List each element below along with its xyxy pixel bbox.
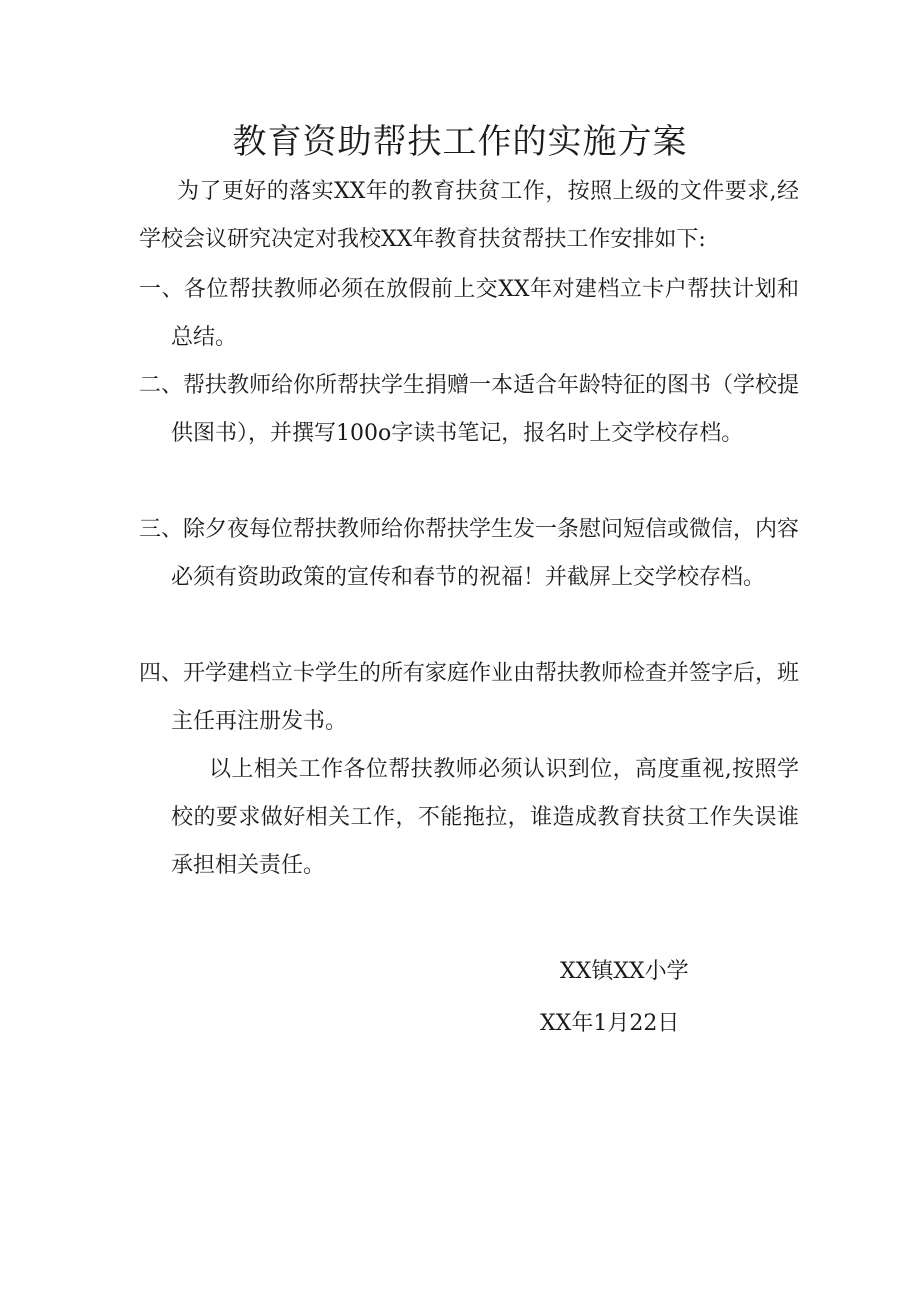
closing-paragraph: 以上相关工作各位帮扶教师必须认识到位，高度重视,按照学校的要求做好相关工作，不能拖拉，谁造成教育扶贫工作失误谁承担相关责任。 [171, 757, 799, 878]
list-item-1: 一、各位帮扶教师必须在放假前上交XX年对建档立卡户帮扶计划和总结。 [139, 277, 799, 350]
list-item-3: 三、除夕夜每位帮扶教师给你帮扶学生发一条慰问短信或微信，内容必须有资助政策的宣传和春节的祝福！并截屏上交学校存档。 [139, 517, 800, 590]
document-title: 教育资助帮扶工作的实施方案 [232, 122, 688, 162]
intro-paragraph: 为了更好的落实XX年的教育扶贫工作，按照上级的文件要求,经学校会议研究决定对我校XX年教育扶贫帮扶工作安排如下: [139, 179, 799, 252]
signature-date: XX年1月22日 [540, 1011, 680, 1036]
list-item-2: 二、帮扶教师给你所帮扶学生捐赠一本适合年龄特征的图书（学校提供图书），并撰写100o字读书笔记，报名时上交学校存档。 [139, 373, 800, 446]
signature-school: XX镇XX小学 [560, 959, 689, 984]
list-item-4: 四、开学建档立卡学生的所有家庭作业由帮扶教师检查并签字后，班主任再注册发书。 [139, 661, 800, 734]
